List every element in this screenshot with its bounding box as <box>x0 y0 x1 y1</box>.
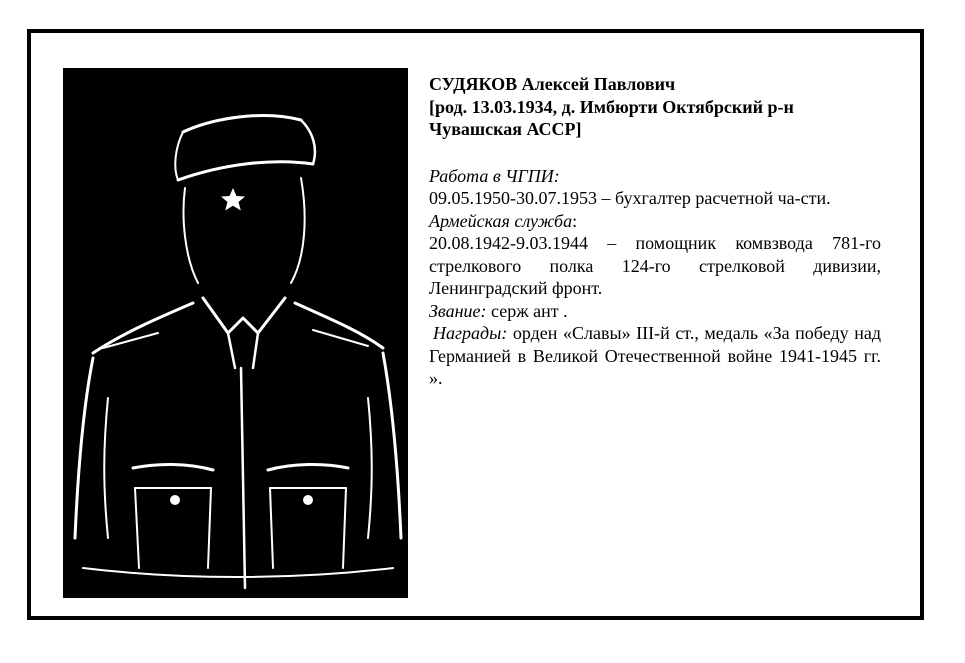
portrait-silhouette <box>63 68 408 598</box>
rank-value: серж ант . <box>486 300 568 321</box>
section-gap <box>429 141 881 165</box>
army-text: 20.08.1942-9.03.1944 – помощник комвзвода 781-го стрелкового полка 124-го стрелковой дивизии, Ленинградский фронт. <box>429 233 881 298</box>
work-section <box>429 165 881 188</box>
army-label: Армейская служба <box>429 210 573 231</box>
awards-paragraph <box>429 322 881 390</box>
biography-text <box>429 73 881 390</box>
biography-card <box>27 29 924 620</box>
awards-label: Награды: <box>433 323 508 343</box>
rank-line <box>429 300 881 323</box>
soldier-silhouette-icon <box>63 68 408 598</box>
work-label: Работа в ЧГПИ: <box>429 165 560 186</box>
army-label-colon: : <box>572 210 578 231</box>
person-name: СУДЯКОВ Алексей Павлович <box>429 74 676 94</box>
birth-info-line-1: [род. 13.03.1934, д. Имбюрти Октябрский р-н <box>429 96 794 117</box>
army-section <box>429 210 881 233</box>
birth-info-line-2: Чувашская АССР] <box>429 119 582 139</box>
awards-text: орден «Славы» III-й ст., медаль «За победу над Германией в Великой Отечественной войне 1941-1945 гг. ». <box>429 323 881 388</box>
work-text: 09.05.1950-30.07.1953 – бухгалтер расчетной ча-сти. <box>429 188 831 208</box>
rank-label: Звание: <box>429 300 487 321</box>
